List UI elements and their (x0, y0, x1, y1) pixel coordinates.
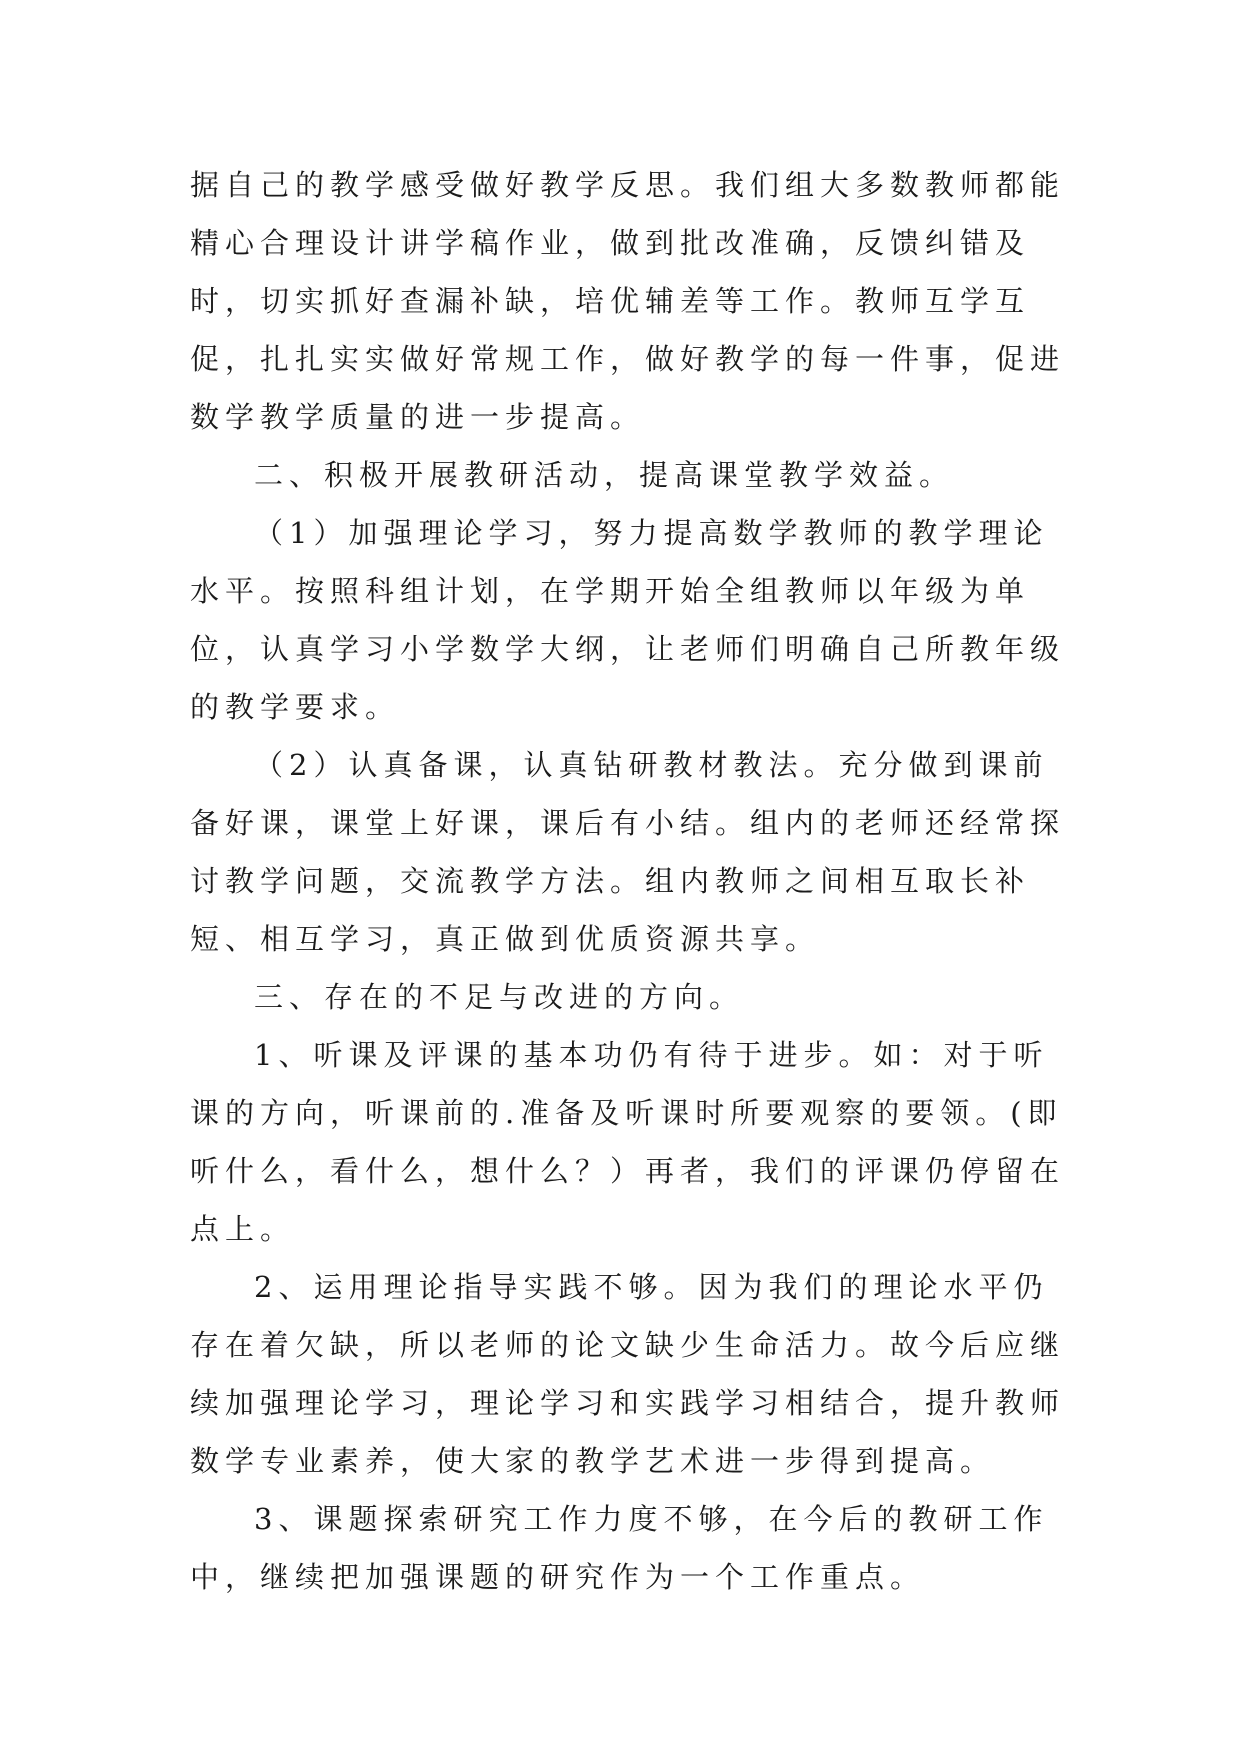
heading-teaching-research: 二、积极开展教研活动，提高课堂教学效益。 (254, 458, 955, 492)
paragraph-item-3: 3、课题探索研究工作力度不够，在今后的教研工作中，继续把加强课题的研究作为一个工作重点。 (190, 1502, 1049, 1594)
paragraph-lesson-prep: （2）认真备课，认真钻研教材教法。充分做到课前备好课，课堂上好课，课后有小结。组内的老师还经常探讨教学问题，交流教学方法。组内教师之间相互取长补短、相互学习，真正做到优质资源共享。 (190, 748, 1066, 956)
paragraph-item-2: 2、运用理论指导实践不够。因为我们的理论水平仍存在着欠缺，所以老师的论文缺少生命活力。故今后应继续加强理论学习，理论学习和实践学习相结合，提升教师数学专业素养，使大家的教学艺术进一步得到提高。 (190, 1270, 1066, 1478)
paragraph-theory-study: （1）加强理论学习，努力提高数学教师的教学理论水平。按照科组计划，在学期开始全组教师以年级为单位，认真学习小学数学大纲，让老师们明确自己所教年级的教学要求。 (190, 516, 1066, 724)
paragraph-reflection: 据自己的教学感受做好教学反思。我们组大多数教师都能精心合理设计讲学稿作业，做到批改准确，反馈纠错及时，切实抓好查漏补缺，培优辅差等工作。教师互学互促，扎扎实实做好常规工作，做好教学的每一件事，促进数学教学质量的进一步提高。 (190, 168, 1066, 434)
paragraph-item-1: 1、听课及评课的基本功仍有待于进步。如：对于听课的方向，听课前的.准备及听课时所要观察的要领。(即听什么，看什么，想什么？）再者，我们的评课仍停留在点上。 (190, 1038, 1066, 1246)
document-body (190, 156, 1070, 1606)
heading-shortcomings: 三、存在的不足与改进的方向。 (254, 980, 745, 1014)
